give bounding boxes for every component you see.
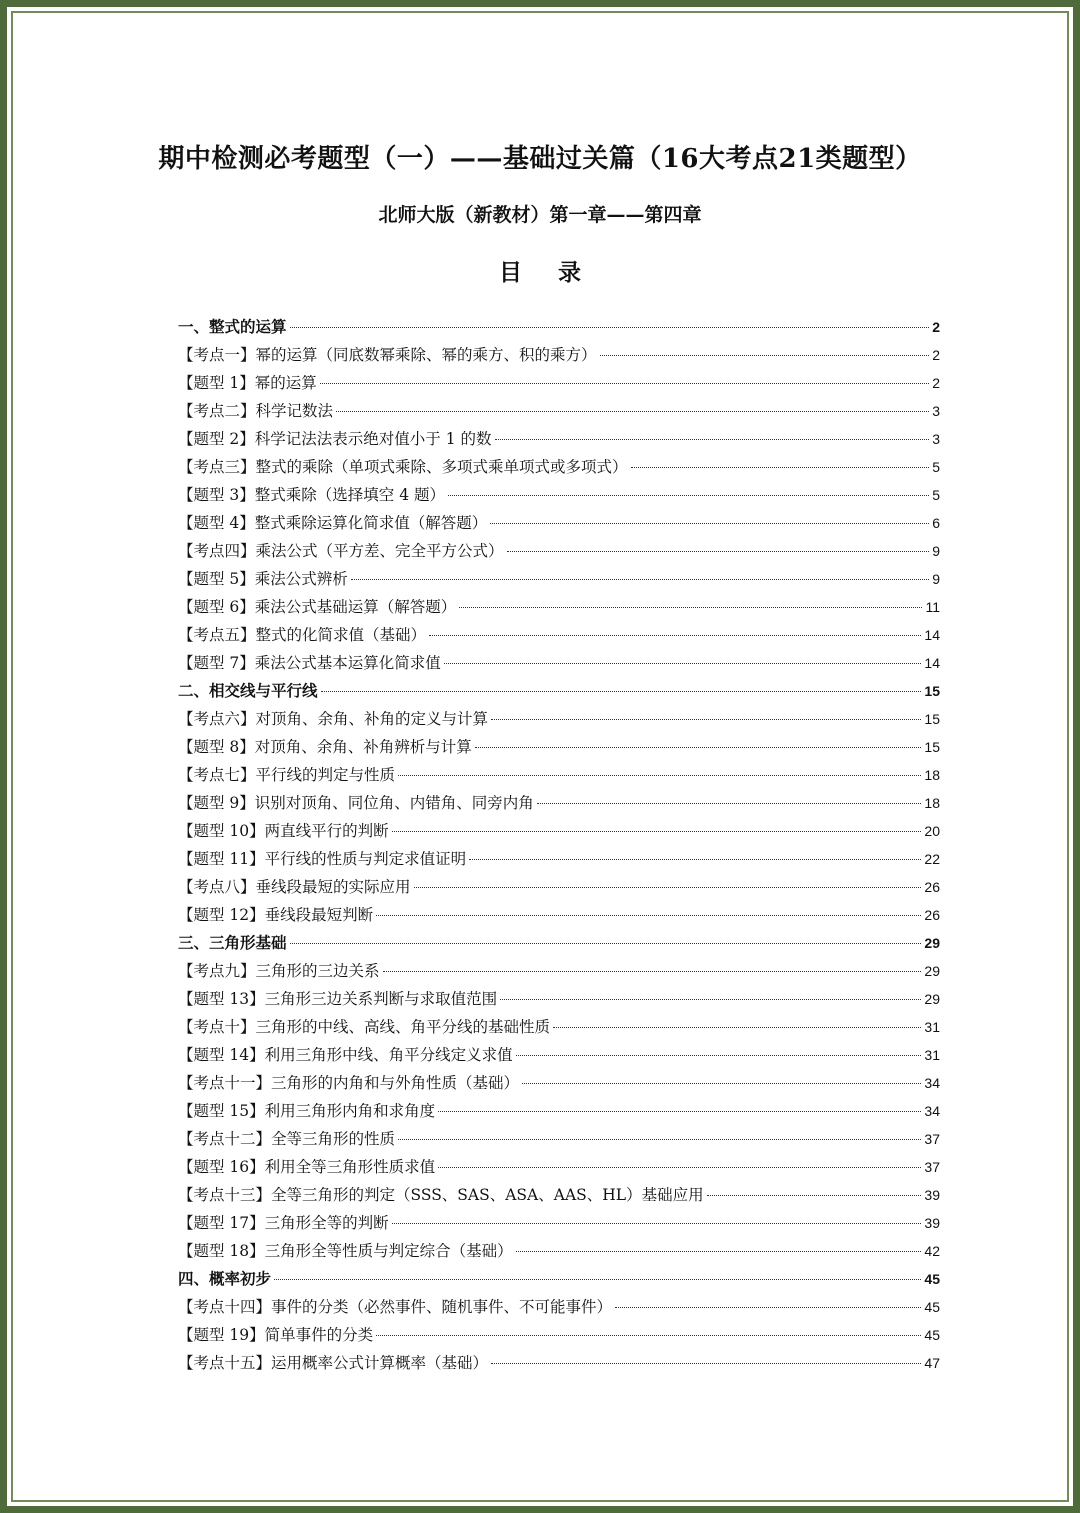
toc-entry-label: 【考点四】乘法公式（平方差、完全平方公式） (178, 542, 504, 560)
toc-dot-leader (351, 579, 929, 580)
toc-page-number: 45 (924, 1299, 940, 1315)
toc-dot-leader (475, 747, 922, 748)
toc-page-number: 39 (924, 1215, 940, 1231)
toc-page-number: 39 (924, 1187, 940, 1203)
toc-page-number: 9 (932, 543, 940, 559)
toc-heading: 目 录 (498, 259, 595, 286)
toc-item-entry[interactable] (178, 789, 940, 817)
toc-section-entry[interactable] (178, 677, 940, 705)
toc-page-number: 15 (924, 711, 940, 727)
toc-entry-label: 【考点一】幂的运算（同底数幂乘除、幂的乘方、积的乘方） (178, 346, 597, 364)
toc-entry-label: 【题型 12】垂线段最短判断 (178, 906, 374, 924)
toc-page-number: 3 (932, 431, 940, 447)
toc-page-number: 6 (932, 515, 940, 531)
toc-entry-label: 【题型 15】利用三角形内角和求角度 (178, 1102, 436, 1120)
toc-entry-label: 【题型 5】乘法公式辨析 (178, 570, 348, 588)
toc-item-entry[interactable] (178, 537, 940, 565)
toc-item-entry[interactable] (178, 369, 940, 397)
toc-item-entry[interactable] (178, 341, 940, 369)
toc-entry-label: 【题型 2】科学记法法表示绝对值小于 1 的数 (178, 430, 492, 448)
toc-dot-leader (376, 1335, 921, 1336)
toc-item-entry[interactable] (178, 1069, 940, 1097)
toc-entry-label: 【题型 13】三角形三边关系判断与求取值范围 (178, 990, 498, 1008)
toc-page-number: 45 (924, 1327, 940, 1343)
document-title: 期中检测必考题型（一）——基础过关篇（16大考点21类题型） (158, 144, 922, 174)
toc-page-number: 26 (924, 879, 940, 895)
toc-dot-leader (392, 1223, 922, 1224)
toc-dot-leader (336, 411, 929, 412)
toc-entry-label: 【题型 16】利用全等三角形性质求值 (178, 1158, 436, 1176)
toc-page-number: 34 (924, 1075, 940, 1091)
toc-section-entry[interactable] (178, 1265, 940, 1293)
toc-dot-leader (429, 635, 921, 636)
toc-page-number: 42 (924, 1243, 940, 1259)
toc-dot-leader (398, 775, 921, 776)
toc-page-number: 37 (924, 1131, 940, 1147)
toc-entry-label: 【考点十三】全等三角形的判定（SSS、SAS、ASA、AAS、HL）基础应用 (178, 1186, 704, 1204)
toc-entry-label: 【题型 1】幂的运算 (178, 374, 317, 392)
toc-item-entry[interactable] (178, 509, 940, 537)
toc-item-entry[interactable] (178, 705, 940, 733)
toc-page-number: 22 (924, 851, 940, 867)
toc-page-number: 2 (932, 375, 940, 391)
toc-entry-label: 【题型 14】利用三角形中线、角平分线定义求值 (178, 1046, 513, 1064)
toc-page-number: 34 (924, 1103, 940, 1119)
toc-dot-leader (615, 1307, 921, 1308)
toc-dot-leader (398, 1139, 921, 1140)
toc-item-entry[interactable] (178, 761, 940, 789)
toc-page-number: 31 (924, 1047, 940, 1063)
toc-item-entry[interactable] (178, 621, 940, 649)
toc-page-number: 26 (924, 907, 940, 923)
toc-entry-label: 【考点二】科学记数法 (178, 402, 334, 420)
document-subtitle: 北师大版（新教材）第一章——第四章 (378, 204, 702, 226)
toc-entry-label: 【题型 17】三角形全等的判断 (178, 1214, 389, 1232)
toc-entry-label: 【考点五】整式的化简求值（基础） (178, 626, 427, 644)
toc-page-number: 3 (932, 403, 940, 419)
toc-item-entry[interactable] (178, 1097, 940, 1125)
toc-dot-leader (290, 943, 922, 944)
toc-dot-leader (392, 831, 922, 832)
toc-page-number: 18 (924, 795, 940, 811)
toc-item-entry[interactable] (178, 1209, 940, 1237)
toc-item-entry[interactable] (178, 1041, 940, 1069)
toc-item-entry[interactable] (178, 397, 940, 425)
toc-dot-leader (507, 551, 930, 552)
toc-page-number: 15 (924, 683, 940, 699)
toc-page-number: 31 (924, 1019, 940, 1035)
toc-entry-label: 一、整式的运算 (178, 317, 287, 336)
toc-page-number: 29 (924, 935, 940, 951)
toc-item-entry[interactable] (178, 1349, 940, 1377)
toc-entry-label: 二、相交线与平行线 (178, 681, 318, 700)
toc-page-number: 47 (924, 1355, 940, 1371)
toc-dot-leader (290, 327, 930, 328)
toc-page-number: 5 (932, 487, 940, 503)
toc-page-number: 29 (924, 991, 940, 1007)
toc-item-entry[interactable] (178, 1293, 940, 1321)
toc-item-entry[interactable] (178, 985, 940, 1013)
toc-item-entry[interactable] (178, 1237, 940, 1265)
toc-dot-leader (274, 1279, 921, 1280)
toc-item-entry[interactable] (178, 593, 940, 621)
toc-dot-leader (469, 859, 921, 860)
toc-entry-label: 【考点七】平行线的判定与性质 (178, 766, 396, 784)
toc-dot-leader (383, 971, 922, 972)
toc-dot-leader (320, 383, 929, 384)
toc-item-entry[interactable] (178, 1321, 940, 1349)
toc-entry-label: 【题型 6】乘法公式基础运算（解答题） (178, 598, 457, 616)
toc-entry-label: 【题型 11】平行线的性质与判定求值证明 (178, 850, 467, 868)
toc-page-number: 11 (925, 599, 940, 615)
toc-section-entry[interactable] (178, 313, 940, 341)
toc-dot-leader (438, 1111, 921, 1112)
toc-dot-leader (522, 1083, 921, 1084)
toc-entry-label: 【考点九】三角形的三边关系 (178, 962, 380, 980)
toc-item-entry[interactable] (178, 1013, 940, 1041)
toc-dot-leader (438, 1167, 921, 1168)
toc-entry-label: 【题型 18】三角形全等性质与判定综合（基础） (178, 1242, 513, 1260)
toc-page-number: 5 (932, 459, 940, 475)
toc-item-entry[interactable] (178, 425, 940, 453)
toc-dot-leader (444, 663, 922, 664)
toc-entry-label: 【考点十一】三角形的内角和与外角性质（基础） (178, 1074, 520, 1092)
toc-item-entry[interactable] (178, 649, 940, 677)
toc-dot-leader (537, 803, 922, 804)
toc-entry-label: 【题型 19】简单事件的分类 (178, 1326, 374, 1344)
toc-dot-leader (491, 1363, 921, 1364)
toc-page-number: 2 (932, 319, 940, 335)
toc-entry-label: 【题型 10】两直线平行的判断 (178, 822, 389, 840)
toc-page-number: 45 (924, 1271, 940, 1287)
toc-item-entry[interactable] (178, 1125, 940, 1153)
toc-entry-label: 【题型 4】整式乘除运算化简求值（解答题） (178, 514, 488, 532)
toc-dot-leader (459, 607, 922, 608)
toc-dot-leader (500, 999, 921, 1000)
toc-entry-label: 【考点十二】全等三角形的性质 (178, 1130, 396, 1148)
toc-item-entry[interactable] (178, 1181, 940, 1209)
toc-page-number: 20 (924, 823, 940, 839)
toc-dot-leader (516, 1251, 922, 1252)
toc-entry-label: 【题型 8】对顶角、余角、补角辨析与计算 (178, 738, 472, 756)
toc-item-entry[interactable] (178, 565, 940, 593)
toc-item-entry[interactable] (178, 453, 940, 481)
toc-section-entry[interactable] (178, 929, 940, 957)
toc-item-entry[interactable] (178, 957, 940, 985)
toc-entry-label: 【考点六】对顶角、余角、补角的定义与计算 (178, 710, 489, 728)
toc-entry-label: 【题型 7】乘法公式基本运算化简求值 (178, 654, 441, 672)
toc-dot-leader (448, 495, 929, 496)
toc-dot-leader (516, 1055, 922, 1056)
toc-entry-label: 【题型 9】识别对顶角、同位角、内错角、同旁内角 (178, 794, 534, 812)
toc-item-entry[interactable] (178, 1153, 940, 1181)
toc-item-entry[interactable] (178, 901, 940, 929)
toc-entry-label: 三、三角形基础 (178, 933, 287, 952)
toc-page-number: 14 (924, 655, 940, 671)
toc-dot-leader (600, 355, 930, 356)
toc-page-number: 29 (924, 963, 940, 979)
toc-item-entry[interactable] (178, 873, 940, 901)
table-of-contents (178, 313, 940, 1377)
toc-entry-label: 【考点三】整式的乘除（单项式乘除、多项式乘单项式或多项式） (178, 458, 628, 476)
toc-entry-label: 【题型 3】整式乘除（选择填空 4 题） (178, 486, 446, 504)
toc-dot-leader (707, 1195, 922, 1196)
toc-dot-leader (490, 523, 929, 524)
toc-item-entry[interactable] (178, 481, 940, 509)
toc-page-number: 14 (924, 627, 940, 643)
toc-dot-leader (321, 691, 922, 692)
toc-dot-leader (631, 467, 930, 468)
toc-entry-label: 【考点十四】事件的分类（必然事件、随机事件、不可能事件） (178, 1298, 613, 1316)
toc-dot-leader (414, 887, 922, 888)
toc-dot-leader (495, 439, 930, 440)
toc-entry-label: 【考点十五】运用概率公式计算概率（基础） (178, 1354, 489, 1372)
toc-dot-leader (376, 915, 921, 916)
toc-page-number: 9 (932, 571, 940, 587)
toc-page-number: 2 (932, 347, 940, 363)
toc-page-number: 18 (924, 767, 940, 783)
toc-item-entry[interactable] (178, 845, 940, 873)
toc-page-number: 37 (924, 1159, 940, 1175)
toc-entry-label: 【考点十】三角形的中线、高线、角平分线的基础性质 (178, 1018, 551, 1036)
toc-entry-label: 四、概率初步 (178, 1269, 272, 1288)
toc-entry-label: 【考点八】垂线段最短的实际应用 (178, 878, 411, 896)
toc-item-entry[interactable] (178, 733, 940, 761)
toc-page-number: 15 (924, 739, 940, 755)
toc-dot-leader (553, 1027, 921, 1028)
toc-dot-leader (491, 719, 921, 720)
toc-item-entry[interactable] (178, 817, 940, 845)
